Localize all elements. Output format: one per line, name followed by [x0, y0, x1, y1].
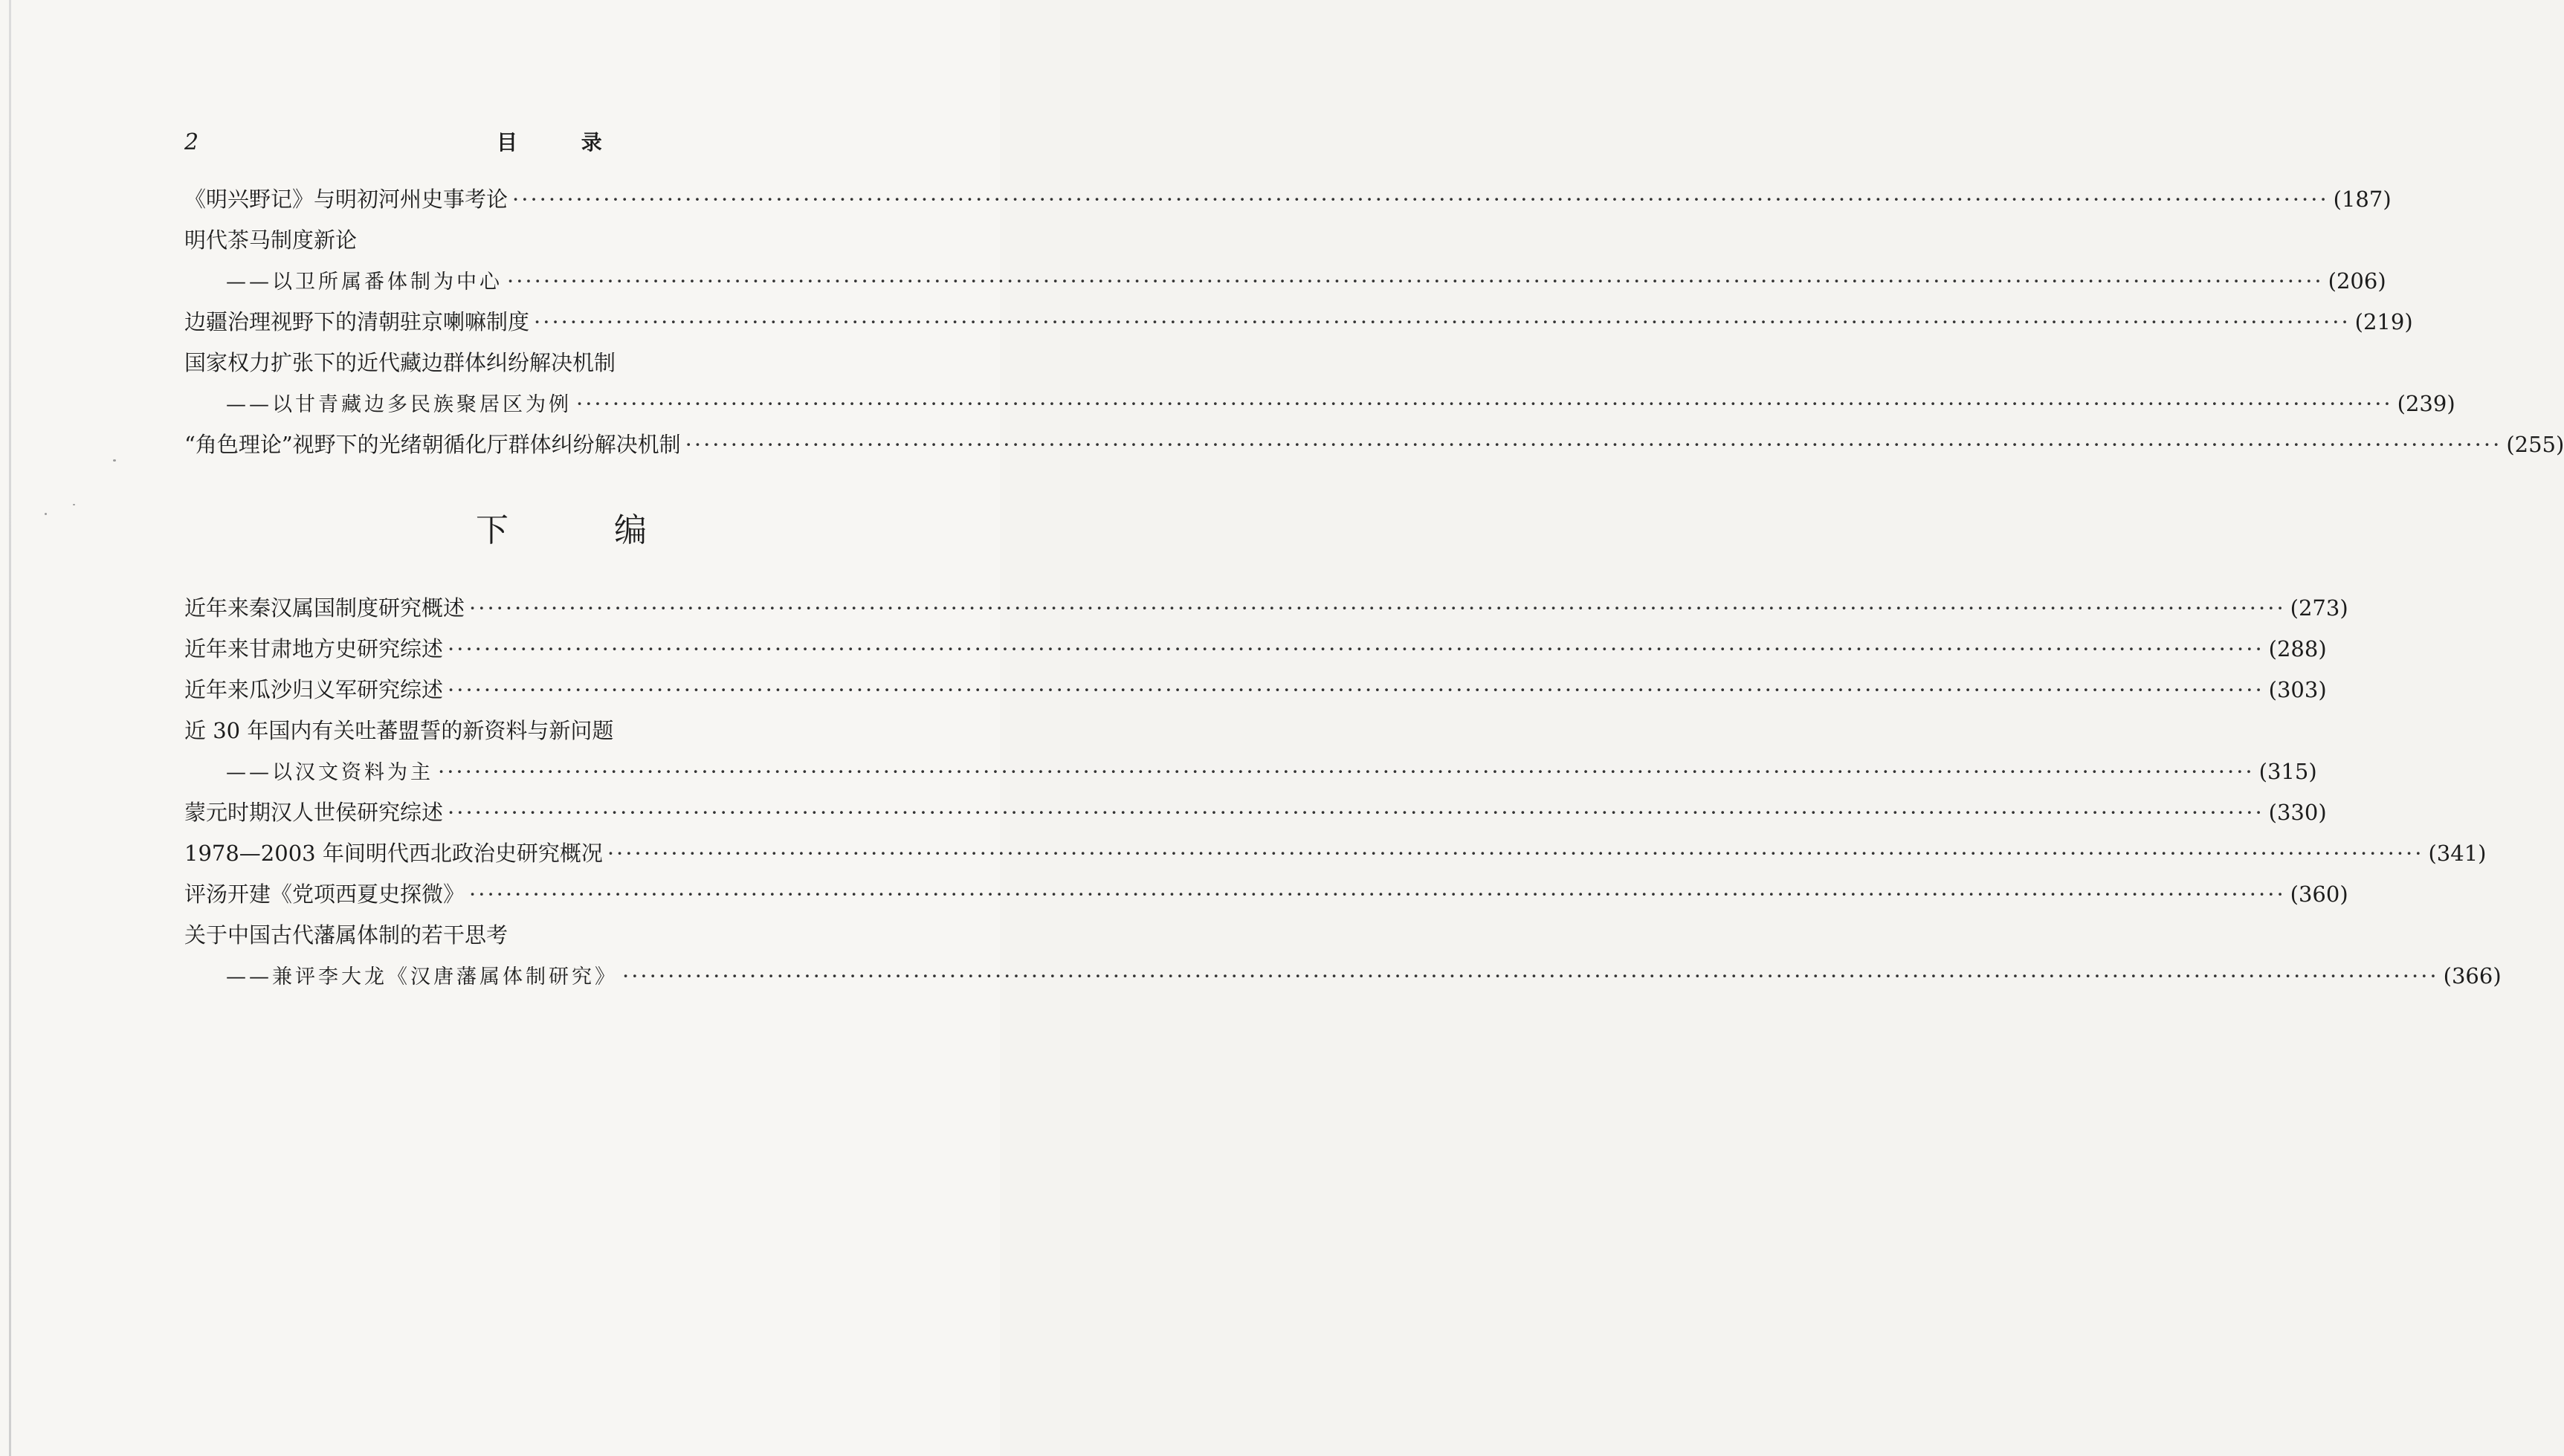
toc-entry: [184, 836, 2487, 870]
toc-entry: [184, 714, 883, 748]
toc-leader-dots: ········································································································································································································: [512, 187, 2329, 212]
toc-leader-dots: ········································································································································································································: [534, 309, 2351, 334]
toc-page-number: (303): [2268, 677, 2327, 702]
toc-entry-title: 近年来瓜沙归义军研究综述: [184, 677, 444, 702]
toc-entry: [184, 877, 2348, 911]
toc-entry: [184, 673, 2327, 707]
toc-entry-title: “角色理论”视野下的光绪朝循化厅群体纠纷解决机制: [184, 432, 681, 457]
toc-page-number: (288): [2268, 636, 2327, 661]
toc-page-number: (341): [2428, 841, 2487, 866]
toc-subtitle: ——以汉文资料为主: [226, 761, 433, 784]
toc-leader-dots: ········································································································································································································: [507, 268, 2324, 294]
toc-entry: [184, 305, 2413, 339]
toc-page-number: (330): [2268, 800, 2327, 825]
toc-entry: [184, 223, 883, 257]
toc-entry-title: 近 30 年国内有关吐蕃盟誓的新资料与新问题: [184, 718, 614, 743]
toc-page-number: (239): [2397, 391, 2455, 416]
scan-speck: [45, 513, 47, 515]
page-header: [184, 128, 883, 158]
scan-speck: [113, 459, 116, 462]
toc-entry-title: 1978—2003 年间明代西北政治史研究概况: [184, 841, 603, 866]
toc-subtitle-line: [184, 264, 2386, 298]
toc-entry: [184, 346, 883, 380]
toc-subtitle-line: [184, 959, 2502, 993]
toc-page-number: (255): [2506, 432, 2564, 457]
toc-leader-dots: ········································································································································································································: [685, 432, 2502, 457]
toc-leader-dots: ········································································································································································································: [469, 881, 2286, 907]
toc-leader-dots: ········································································································································································································: [448, 677, 2264, 702]
toc-page-number: (273): [2290, 595, 2348, 621]
toc-entry-title: 评汤开建《党项西夏史探微》: [184, 881, 465, 907]
toc-leader-dots: ········································································································································································································: [448, 636, 2264, 661]
toc-page-number: (366): [2443, 963, 2502, 989]
toc-subtitle-line: [184, 754, 2317, 789]
page-number: 2: [184, 129, 199, 155]
toc-leader-dots: ········································································································································································································: [607, 841, 2424, 866]
toc-entry-title: 《明兴野记》与明初河州史事考论: [184, 187, 508, 212]
toc-entry: [184, 918, 883, 952]
toc-entry-title: 近年来甘肃地方史研究综述: [184, 636, 444, 661]
toc-page-number: (360): [2290, 881, 2348, 907]
toc-subtitle: ——以卫所属番体制为中心: [226, 271, 503, 294]
toc-subtitle: ——以甘青藏边多民族聚居区为例: [226, 393, 572, 416]
toc-entry: [184, 427, 2564, 462]
toc-page-number: (206): [2328, 268, 2386, 294]
toc-entry: [184, 182, 2392, 216]
toc-entry-title: 边疆治理视野下的清朝驻京喇嘛制度: [184, 309, 530, 334]
toc-entry-title: 明代茶马制度新论: [184, 227, 358, 253]
scan-speck: [73, 504, 75, 505]
toc-entry: [184, 591, 2348, 625]
toc-leader-dots: ········································································································································································································: [469, 595, 2286, 621]
toc-entry-title: 近年来秦汉属国制度研究概述: [184, 595, 465, 621]
toc-entry-title: 蒙元时期汉人世侯研究综述: [184, 800, 444, 825]
running-title: 目 录: [497, 130, 630, 155]
toc-subtitle: ——兼评李大龙《汉唐藩属体制研究》: [226, 965, 618, 989]
page-edge: [9, 0, 11, 1456]
toc-entry: [184, 795, 2327, 829]
toc-page-number: (187): [2333, 187, 2392, 212]
toc-leader-dots: ········································································································································································································: [622, 963, 2439, 989]
toc-leader-dots: ········································································································································································································: [438, 759, 2255, 784]
toc-subtitle-line: [184, 386, 2455, 421]
section-heading: 下 编: [476, 511, 694, 549]
toc-entry: [184, 632, 2327, 666]
toc-entry-title: 关于中国古代藩属体制的若干思考: [184, 922, 508, 948]
toc-leader-dots: ········································································································································································································: [576, 391, 2393, 416]
toc-entry-title: 国家权力扩张下的近代藏边群体纠纷解决机制: [184, 350, 616, 375]
toc-leader-dots: ········································································································································································································: [448, 800, 2264, 825]
toc-page-number: (315): [2258, 759, 2317, 784]
toc-page-number: (219): [2354, 309, 2413, 334]
